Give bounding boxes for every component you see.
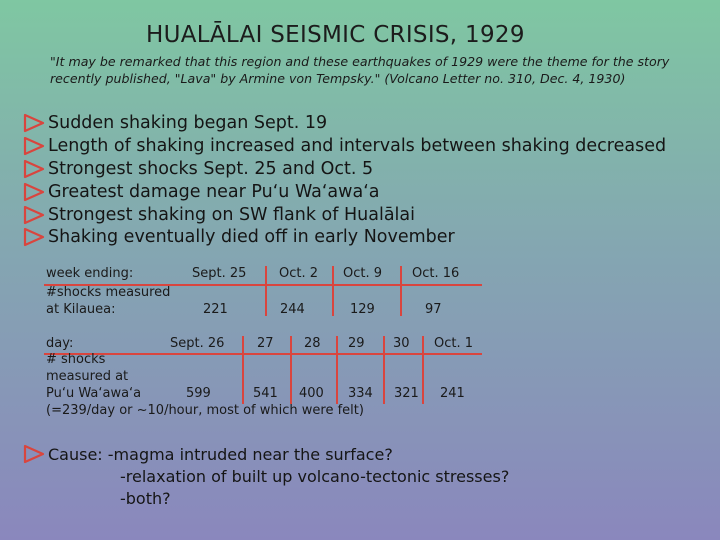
daily-value: 400 xyxy=(299,386,324,401)
daily-row-label: measured at xyxy=(46,369,129,384)
weekly-column-divider xyxy=(332,266,334,316)
weekly-column-divider xyxy=(400,266,402,316)
cause-line: -both? xyxy=(120,489,171,508)
daily-header-label: day: xyxy=(46,336,74,351)
bullet-list xyxy=(22,112,666,249)
bullet-item xyxy=(22,158,666,181)
arrow-bullet-icon xyxy=(22,227,46,247)
arrow-bullet-icon xyxy=(22,159,46,179)
daily-column-header: 27 xyxy=(257,336,274,351)
daily-value: 599 xyxy=(186,386,211,401)
weekly-row-label: #shocks measured xyxy=(46,285,171,300)
cause-line: Cause: -magma intruded near the surface? xyxy=(48,444,393,464)
weekly-header-label: week ending: xyxy=(46,266,134,281)
bullet-item xyxy=(22,226,666,249)
bullet-item xyxy=(22,112,666,135)
daily-column-header: 30 xyxy=(393,336,410,351)
daily-column-header: Oct. 1 xyxy=(434,336,474,351)
daily-value: 321 xyxy=(394,386,419,401)
bullet-item xyxy=(22,203,666,226)
daily-note: (=239/day or ~10/hour, most of which were felt) xyxy=(46,403,364,418)
arrow-bullet-icon xyxy=(22,136,46,156)
bullet-text: Strongest shocks Sept. 25 and Oct. 5 xyxy=(48,158,374,179)
weekly-column-header: Oct. 9 xyxy=(343,266,383,281)
bullet-text: Greatest damage near Pu‘u Wa‘awa‘a xyxy=(48,181,380,202)
daily-value: 334 xyxy=(348,386,373,401)
cause-line: -relaxation of built up volcano-tectonic stresses? xyxy=(120,467,510,486)
bullet-text: Shaking eventually died off in early November xyxy=(48,227,455,248)
weekly-value: 244 xyxy=(280,302,305,317)
cause-section xyxy=(22,444,393,464)
weekly-column-divider xyxy=(265,266,267,316)
daily-header-divider xyxy=(44,353,482,355)
bullet-text: Length of shaking increased and intervals between shaking decreased xyxy=(48,136,667,157)
arrow-bullet-icon xyxy=(22,444,46,464)
bullet-item xyxy=(22,180,666,203)
daily-value: 541 xyxy=(253,386,278,401)
daily-value: 241 xyxy=(440,386,465,401)
daily-column-divider xyxy=(383,336,385,404)
bullet-item xyxy=(22,135,666,158)
bullet-text: Sudden shaking began Sept. 19 xyxy=(48,113,328,134)
weekly-value: 129 xyxy=(350,302,375,317)
quote-text: "It may be remarked that this region and these earthquakes of 1929 were the theme for the story recently published, "Lava" by Armine von Tempsky." (Volcano Letter no. 310, Dec. 4, 1930) xyxy=(50,54,670,86)
arrow-bullet-icon xyxy=(22,182,46,202)
daily-column-header: Sept. 26 xyxy=(170,336,225,351)
daily-column-divider xyxy=(242,336,244,404)
daily-column-header: 29 xyxy=(348,336,365,351)
daily-row-label: Pu‘u Wa‘awa‘a xyxy=(46,386,142,401)
weekly-value: 97 xyxy=(425,302,442,317)
weekly-column-header: Sept. 25 xyxy=(192,266,247,281)
weekly-column-header: Oct. 16 xyxy=(412,266,460,281)
bullet-text: Strongest shaking on SW flank of Hualālai xyxy=(48,204,415,225)
slide-title: HUALĀLAI SEISMIC CRISIS, 1929 xyxy=(146,22,525,48)
arrow-bullet-icon xyxy=(22,113,46,133)
daily-row-label: # shocks xyxy=(46,352,106,367)
weekly-row-label: at Kilauea: xyxy=(46,302,116,317)
weekly-column-header: Oct. 2 xyxy=(279,266,319,281)
daily-column-divider xyxy=(336,336,338,404)
arrow-bullet-icon xyxy=(22,205,46,225)
weekly-value: 221 xyxy=(203,302,228,317)
daily-column-divider xyxy=(422,336,424,404)
daily-column-divider xyxy=(290,336,292,404)
daily-column-header: 28 xyxy=(304,336,321,351)
